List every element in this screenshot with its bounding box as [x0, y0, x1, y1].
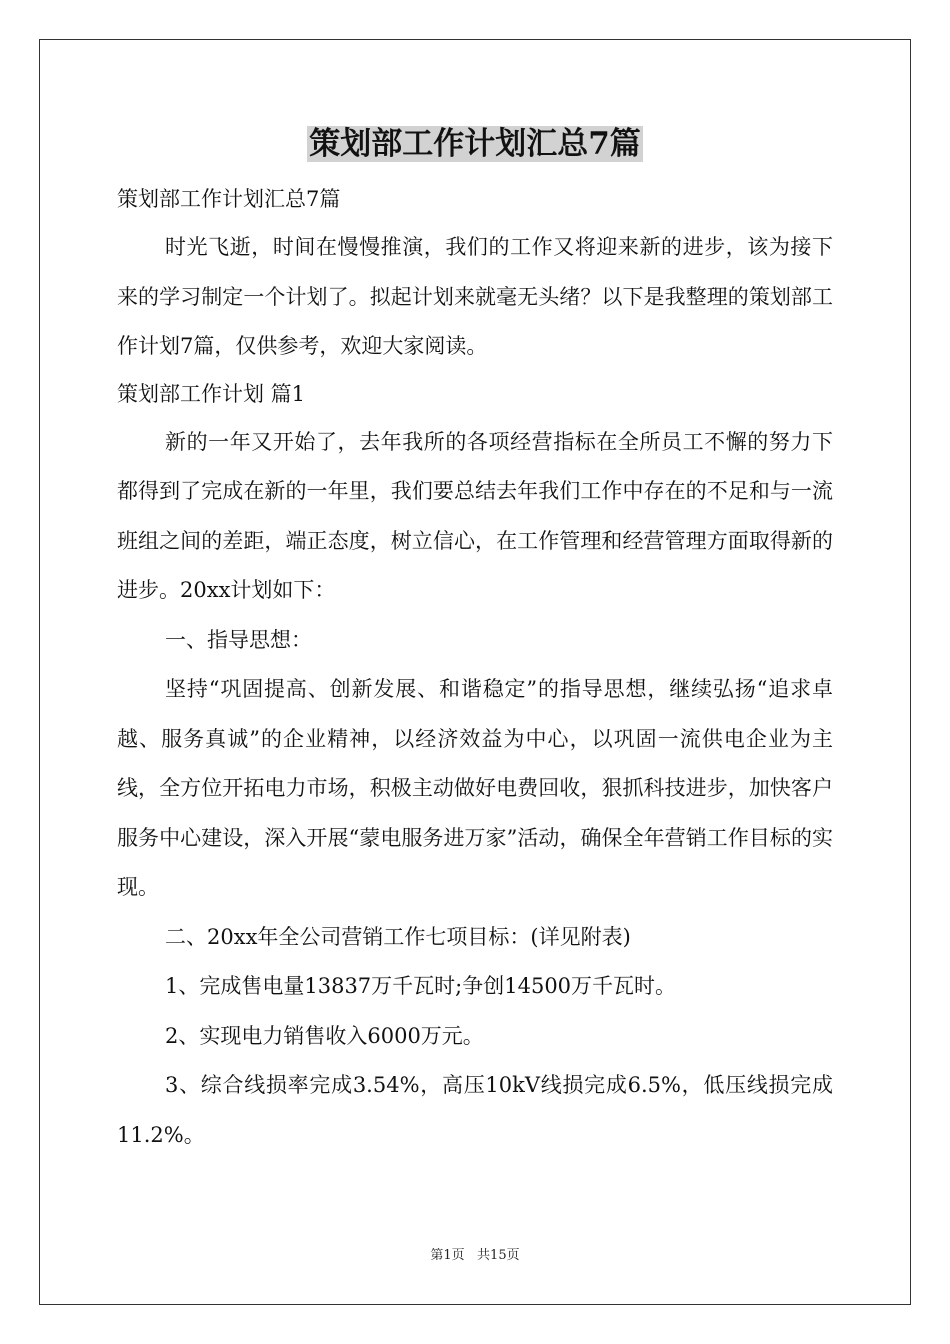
- paragraph-1: 新的一年又开始了，去年我所的各项经营指标在全所员工不懈的努力下都得到了完成在新的一年里，我们要总结去年我们工作中存在的不足和与一流班组之间的差距，端正态度，树立信心，在工作管理和经营管理方面取得新的进步。20xx计划如下：: [117, 429, 833, 602]
- heading-guiding-ideology: 一、指导思想：: [165, 627, 312, 652]
- page-number: 第1页 共15页: [430, 1248, 520, 1263]
- goal-item-3: 3、综合线损率完成3.54%，高压10kV线损完成6.5%，低压线损完成11.2%。: [117, 1073, 833, 1147]
- page-footer: [0, 1246, 950, 1266]
- intro-paragraph: 时光飞逝，时间在慢慢推演，我们的工作又将迎来新的进步，该为接下来的学习制定一个计划了。拟起计划来就毫无头绪？以下是我整理的策划部工作计划7篇，仅供参考，欢迎大家阅读。: [117, 235, 833, 358]
- document-body: [117, 177, 833, 1160]
- goal-item-2: 2、实现电力销售收入6000万元。: [165, 1023, 484, 1048]
- paragraph-2: 坚持“巩固提高、创新发展、和谐稳定”的指导思想，继续弘扬“追求卓越、服务真诚”的企业精神，以经济效益为中心，以巩固一流供电企业为主线，全方位开拓电力市场，积极主动做好电费回收，狠抓科技进步，加快客户服务中心建设，深入开展“蒙电服务进万家”活动，确保全年营销工作目标的实现。: [117, 677, 833, 899]
- document-title-text: 策划部工作计划汇总7篇: [309, 126, 641, 162]
- goal-item-1: 1、完成售电量13837万千瓦时;争创14500万千瓦时。: [165, 974, 677, 998]
- section-heading: 策划部工作计划 篇1: [117, 381, 306, 406]
- document-subtitle: 策划部工作计划汇总7篇: [117, 187, 341, 211]
- document-title: [0, 122, 950, 166]
- heading-seven-goals: 二、20xx年全公司营销工作七项目标：(详见附表): [165, 924, 631, 949]
